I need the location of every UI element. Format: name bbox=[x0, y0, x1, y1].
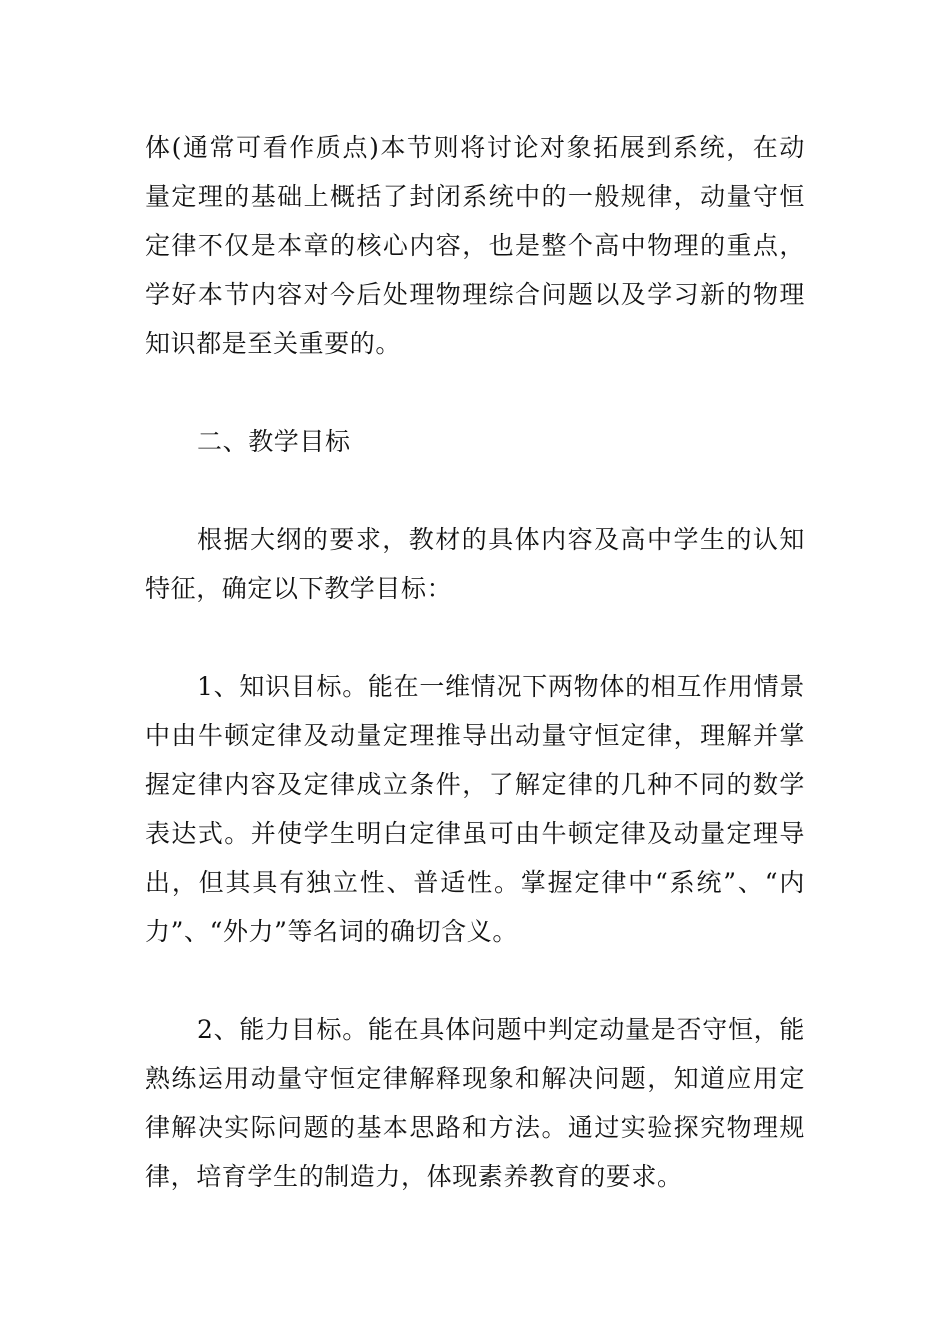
section-heading-teaching-objectives: 二、教学目标 bbox=[197, 427, 351, 456]
document-body bbox=[145, 123, 805, 1250]
paragraph-intro-continued: 体(通常可看作质点)本节则将讨论对象拓展到系统，在动量定理的基础上概括了封闭系统中的一般规律，动量守恒定律不仅是本章的核心内容，也是整个高中物理的重点，学好本节内容对今后处理物理综合问题以及学习新的物理知识都是至关重要的。 bbox=[145, 133, 805, 358]
paragraph-objectives-intro: 根据大纲的要求，教材的具体内容及高中学生的认知特征，确定以下教学目标： bbox=[145, 525, 805, 603]
paragraph-knowledge-objective: 1、知识目标。能在一维情况下两物体的相互作用情景中由牛顿定律及动量定理推导出动量守恒定律，理解并掌握定律内容及定律成立条件，了解定律的几种不同的数学表达式。并使学生明白定律虽可由牛顿定律及动量定理导出，但其具有独立性、普适性。掌握定律中“系统”、“内力”、“外力”等名词的确切含义。 bbox=[145, 672, 805, 946]
paragraph-ability-objective: 2、能力目标。能在具体问题中判定动量是否守恒，能熟练运用动量守恒定律解释现象和解决问题，知道应用定律解决实际问题的基本思路和方法。通过实验探究物理规律，培育学生的制造力，体现素养教育的要求。 bbox=[145, 1015, 805, 1191]
